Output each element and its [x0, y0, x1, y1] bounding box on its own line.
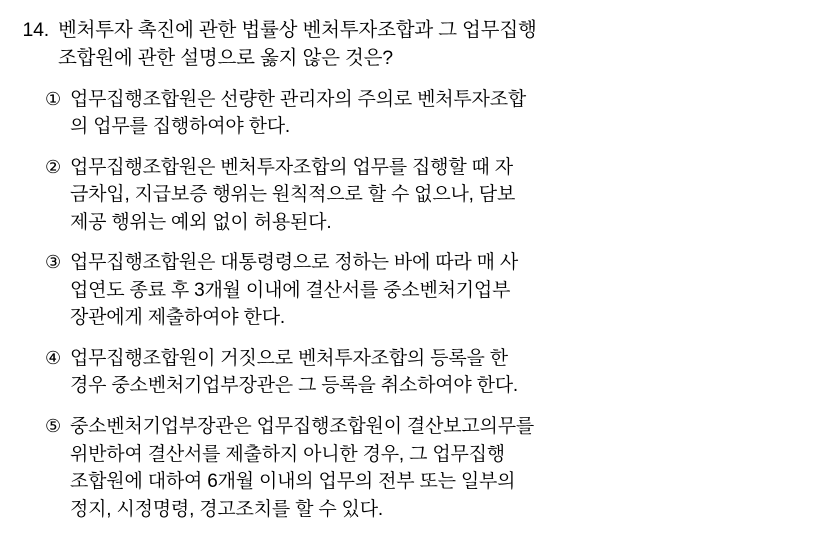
- choice-line: 업연도 종료 후 3개월 이내에 결산서를 중소벤처기업부: [70, 279, 511, 301]
- choice-text: [70, 345, 800, 400]
- choice-text: [70, 154, 800, 237]
- choice-marker: ①: [45, 88, 61, 109]
- choice-line: 정지, 시정명령, 경고조치를 할 수 있다.: [70, 498, 383, 520]
- choice-text: [70, 86, 800, 141]
- choice-marker: ③: [45, 252, 61, 273]
- choice-line: 중소벤처기업부장관은 업무집행조합원이 결산보고의무를: [70, 416, 535, 437]
- choice-line: 장관에게 제출하여야 한다.: [70, 307, 285, 329]
- choice-2[interactable]: [18, 154, 800, 237]
- choice-line: 업무집행조합원이 거짓으로 벤처투자조합의 등록을 한: [70, 347, 508, 369]
- choice-line: 업무집행조합원은 대통령령으로 정하는 바에 따라 매 사: [70, 252, 519, 274]
- choice-1[interactable]: [18, 86, 800, 141]
- choice-line: 업무집행조합원은 벤처투자조합의 업무를 집행할 때 자: [70, 156, 513, 178]
- question-line: 조합원에 관한 설명으로 옳지 않은 것은?: [58, 47, 393, 70]
- choice-line: 금차입, 지급보증 행위는 원칙적으로 할 수 없으나, 담보: [70, 184, 516, 206]
- choice-line: 경우 중소벤처기업부장관은 그 등록을 취소하여야 한다.: [70, 375, 519, 397]
- question-line: 벤처투자 촉진에 관한 법률상 벤처투자조합과 그 업무집행: [58, 19, 537, 41]
- choice-line: 제공 행위는 예외 없이 허용된다.: [70, 211, 332, 233]
- choice-text: [70, 413, 800, 523]
- choice-line: 위반하여 결산서를 제출하지 아니한 경우, 그 업무집행: [70, 443, 505, 465]
- question-number: 14.: [22, 19, 49, 41]
- choice-3[interactable]: [18, 249, 800, 332]
- choice-line: 조합원에 대하여 6개월 이내의 업무의 전부 또는 일부의: [70, 471, 516, 493]
- choice-marker: ④: [45, 347, 61, 368]
- choice-list: [18, 86, 800, 524]
- choice-4[interactable]: [18, 345, 800, 400]
- question-text: [58, 16, 800, 73]
- choice-5[interactable]: [18, 413, 800, 523]
- choice-text: [70, 249, 800, 332]
- choice-marker: ⑤: [45, 416, 61, 436]
- choice-line: 의 업무를 집행하여야 한다.: [70, 116, 291, 138]
- choice-line: 업무집행조합원은 선량한 관리자의 주의로 벤처투자조합: [70, 88, 527, 110]
- question-block: [18, 16, 800, 73]
- choice-marker: ②: [45, 156, 61, 177]
